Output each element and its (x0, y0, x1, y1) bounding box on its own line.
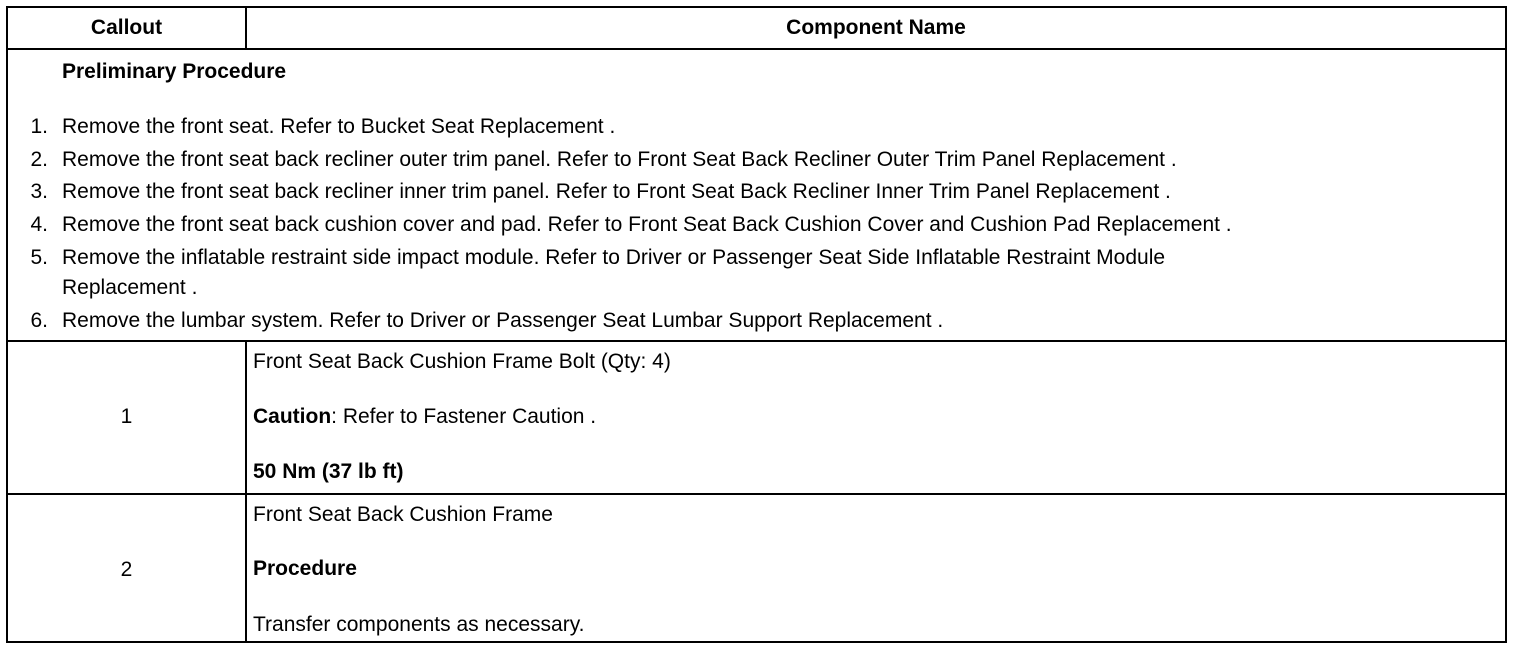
row-divider (8, 340, 1505, 342)
caution-note (253, 402, 596, 432)
procedure-label: Procedure (253, 557, 357, 580)
torque-spec: 50 Nm (37 lb ft) (253, 460, 404, 483)
step-text: Remove the front seat back recliner outer trim panel. Refer to Front Seat Back Recliner Outer Trim Panel Replacement . (62, 148, 1177, 171)
preliminary-title: Preliminary Procedure (62, 60, 287, 83)
column-divider (245, 495, 247, 641)
step-number: 6. (30, 309, 48, 332)
component-name: Front Seat Back Cushion Frame (253, 503, 553, 526)
header-component-name: Component Name (786, 16, 966, 39)
step-text: Remove the front seat back cushion cover and pad. Refer to Front Seat Back Cushion Cover and Cushion Pad Replacement . (62, 213, 1232, 236)
step-number: 3. (30, 180, 48, 203)
step-text: Remove the front seat. Refer to Bucket Seat Replacement . (62, 115, 616, 138)
step-text: Replacement . (62, 276, 198, 299)
callout-number: 2 (120, 558, 133, 581)
step-number: 2. (30, 148, 48, 171)
column-divider (245, 342, 247, 493)
procedure-text: Transfer components as necessary. (253, 613, 585, 636)
step-number: 1. (30, 115, 48, 138)
step-number: 4. (30, 213, 48, 236)
document-table (6, 6, 1507, 643)
step-text: Remove the lumbar system. Refer to Driver or Passenger Seat Lumbar Support Replacement . (62, 309, 944, 332)
step-text: Remove the front seat back recliner inner trim panel. Refer to Front Seat Back Recliner Inner Trim Panel Replacement . (62, 180, 1171, 203)
header-callout: Callout (90, 16, 163, 39)
step-number: 5. (30, 246, 48, 269)
caution-text: : Refer to Fastener Caution . (331, 405, 597, 428)
caution-label: Caution (253, 405, 332, 428)
callout-number: 1 (120, 405, 133, 428)
row-divider (8, 493, 1505, 495)
row-divider (8, 48, 1505, 50)
component-name: Front Seat Back Cushion Frame Bolt (Qty: 4) (253, 350, 671, 373)
step-text: Remove the inflatable restraint side impact module. Refer to Driver or Passenger Seat Side Inflatable Restraint Module (62, 246, 1166, 269)
